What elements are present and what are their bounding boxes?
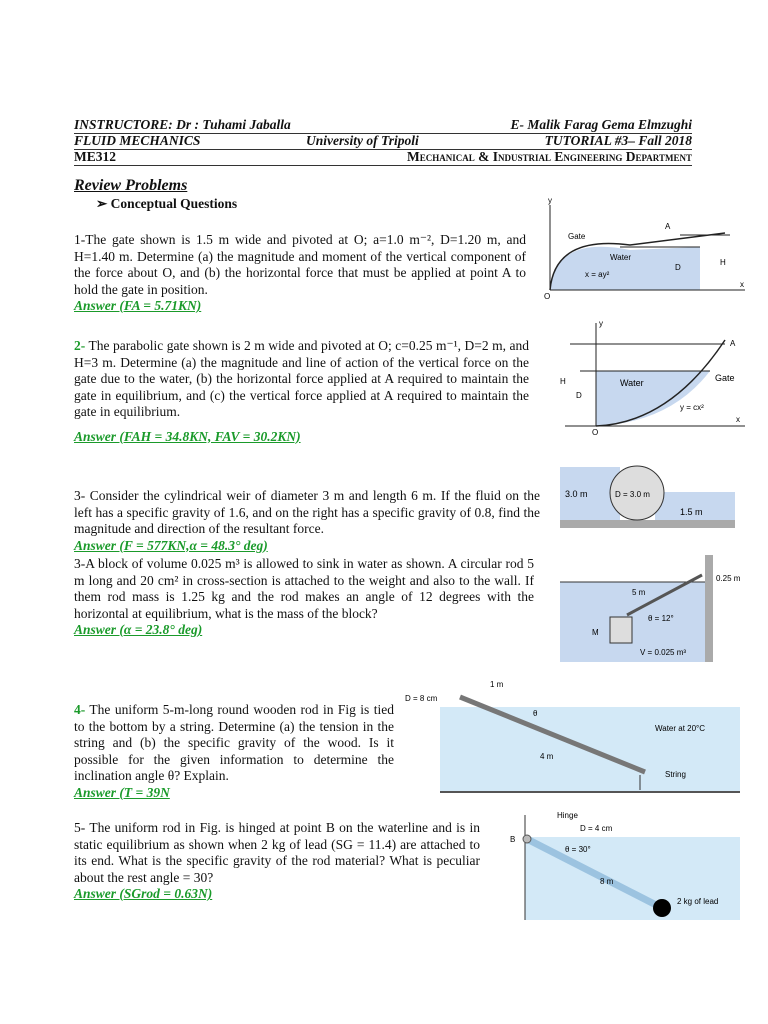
origin-label: O bbox=[592, 428, 599, 436]
problem-text: A block of volume 0.025 m³ is allowed to sink in water as shown. A circular rod 5 m long and 20 cm² in cross-section is attached to the weight and also to the wall. If them rod mass is 1.25 kg and the rod makes an angle of 12 degrees with the horizontal at equilibrium, what is the mass of the block? bbox=[74, 556, 534, 621]
equation-label: x = ay² bbox=[585, 270, 610, 279]
hinge-label: Hinge bbox=[557, 811, 578, 820]
x-axis-label: x bbox=[740, 280, 744, 289]
angle-label: θ = 30° bbox=[565, 845, 591, 854]
diameter-label: D = 4 cm bbox=[580, 824, 613, 833]
section-title: Review Problems bbox=[74, 177, 188, 194]
course-code: ME312 bbox=[74, 149, 116, 164]
figure-weir bbox=[560, 462, 740, 532]
problem-number: 2- bbox=[74, 338, 86, 353]
h-label: H bbox=[720, 258, 726, 267]
gate-label: Gate bbox=[715, 373, 735, 383]
section-subtitle: ➢ Conceptual Questions bbox=[96, 196, 238, 211]
offset-label: 0.25 m bbox=[716, 574, 741, 583]
problem-number: 5- bbox=[74, 820, 86, 835]
y-axis-label: y bbox=[599, 319, 603, 328]
x-axis-label: x bbox=[736, 415, 740, 424]
lead-label: 2 kg of lead bbox=[677, 897, 719, 906]
y-axis-label: y bbox=[548, 196, 552, 205]
figure-hinged-rod bbox=[505, 810, 745, 920]
point-a-label: A bbox=[665, 222, 671, 231]
problem-body bbox=[74, 338, 529, 421]
angle-label: θ = 12° bbox=[648, 614, 674, 623]
problem-2 bbox=[74, 338, 529, 445]
figure-gate-2 bbox=[550, 318, 750, 436]
problem-body bbox=[74, 232, 526, 298]
h-label: H bbox=[560, 377, 566, 386]
answer-2: Answer (FAH = 34.8KN, FAV = 30.2KN) bbox=[74, 428, 301, 444]
volume-label: V = 0.025 m³ bbox=[640, 648, 687, 657]
length-label: 8 m bbox=[600, 877, 614, 886]
problem-number: 3- bbox=[74, 488, 86, 503]
water-label: Water bbox=[620, 378, 644, 388]
teaching-assistant: E- Malik Farag Gema Elmzughi bbox=[510, 117, 692, 132]
problem-3 bbox=[74, 488, 540, 554]
problem-text: Consider the cylindrical weir of diameter 3 m and length 6 m. If the fluid on the left has a specific gravity of 1.6, and on the right has a specific gravity of 0.8, find the magnitude and direction of the resultant force. bbox=[74, 488, 540, 536]
water-label: Water bbox=[610, 253, 632, 262]
length-4m-label: 4 m bbox=[540, 752, 554, 761]
origin-label: O bbox=[544, 292, 551, 301]
problem-number: 1- bbox=[74, 232, 86, 247]
figure-wooden-rod bbox=[405, 675, 745, 800]
answer-3b: Answer (α = 23.8° deg) bbox=[74, 622, 203, 637]
problem-text: The gate shown is 1.5 m wide and pivoted at O; a=1.0 m⁻², D=1.20 m, and H=1.40 m. Determine (a) the magnitude and moment of the vertical component of the force about O, and (b) the horizontal force that must be applied at point A to hold the gate in position. bbox=[74, 232, 526, 297]
problem-5 bbox=[74, 820, 480, 903]
header-row-3 bbox=[74, 148, 692, 166]
problem-body bbox=[74, 488, 540, 538]
equation-label: y = cx² bbox=[680, 403, 704, 412]
angle-label: θ bbox=[533, 709, 538, 718]
figure-block-rod bbox=[560, 555, 760, 665]
water-label: Water at 20°C bbox=[655, 724, 706, 733]
problem-text: The uniform rod in Fig. is hinged at point B on the waterline and is in static equilibrium as shown when 2 kg of lead (SG = 11.4) are attached to its end. What is the specific gravity of the rod material? What is peculiar about the rest angle = 30? bbox=[74, 820, 480, 885]
problem-body bbox=[74, 820, 480, 886]
problem-text: The parabolic gate shown is 2 m wide and pivoted at O; c=0.25 m⁻¹, D=2 m, and H=3 m. Determine (a) the magnitude and line of action of the vertical force on the gate due to the water, (b) the horizontal force applied at A required to maintain the gate in equilibrium, and (c) the vertical force applied at A required to maintain the gate in equilibrium. bbox=[74, 338, 529, 419]
diameter-label: D = 8 cm bbox=[405, 694, 438, 703]
point-a-label: A bbox=[730, 339, 736, 348]
gate-label: Gate bbox=[568, 232, 586, 241]
d-label: D bbox=[675, 263, 681, 272]
figure-gate-1 bbox=[530, 195, 750, 301]
length-1m-label: 1 m bbox=[490, 680, 504, 689]
tutorial: TUTORIAL #3– Fall 2018 bbox=[544, 133, 692, 148]
answer-1: Answer (FA = 5.71KN) bbox=[74, 298, 202, 313]
problem-3b bbox=[74, 556, 534, 639]
rod-length-label: 5 m bbox=[632, 588, 646, 597]
instructor: INSTRUCTORE: Dr : Tuhami Jaballa bbox=[74, 117, 291, 132]
course-name: FLUID MECHANICS bbox=[74, 133, 201, 148]
problem-number: 4- bbox=[74, 702, 86, 717]
problem-body bbox=[74, 556, 534, 622]
problem-number: 3- bbox=[74, 556, 86, 571]
string-label: String bbox=[665, 770, 686, 779]
answer-4: Answer (T = 39N bbox=[74, 784, 170, 800]
answer-3: Answer (F = 577KN,α = 48.3° deg) bbox=[74, 537, 268, 553]
department: Mechanical & Industrial Engineering Department bbox=[406, 149, 692, 164]
mass-label: M bbox=[592, 628, 599, 637]
right-depth-label: 1.5 m bbox=[680, 507, 703, 517]
problem-4 bbox=[74, 702, 394, 801]
university: University of Tripoli bbox=[306, 133, 419, 148]
point-b-label: B bbox=[510, 835, 516, 844]
problem-1 bbox=[74, 232, 526, 315]
answer-5: Answer (SGrod = 0.63N) bbox=[74, 886, 213, 901]
problem-text: The uniform 5-m-long round wooden rod in Fig is tied to the bottom by a string. Determine (a) the tension in the string and (b) the specific gravity of the wood. Is it possible for the given information to determine the inclination angle θ? Explain. bbox=[74, 702, 394, 783]
diameter-label: D = 3.0 m bbox=[615, 490, 650, 499]
left-depth-label: 3.0 m bbox=[565, 489, 588, 499]
d-label: D bbox=[576, 391, 582, 400]
problem-body bbox=[74, 702, 394, 785]
